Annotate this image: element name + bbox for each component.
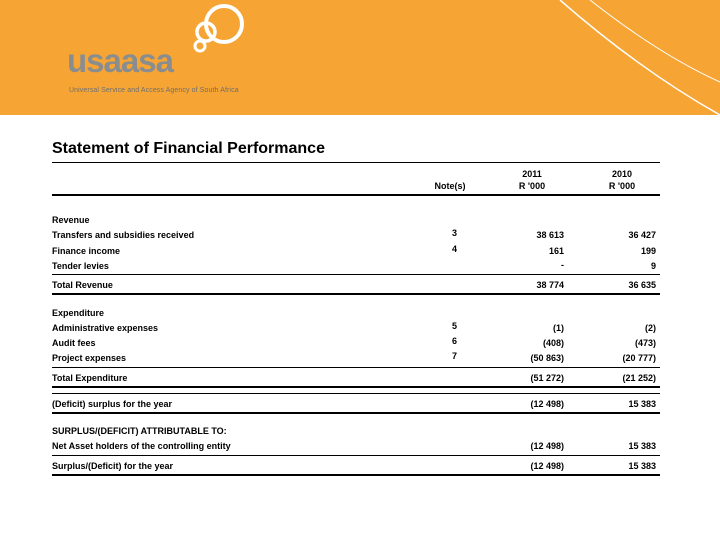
header-notes: Note(s) — [434, 181, 466, 191]
statement-title: Statement of Financial Performance — [52, 140, 325, 157]
attributable-total-2010: 15 383 — [628, 461, 656, 471]
attributable-total-top-rule — [52, 455, 660, 456]
revenue-row-2010: 199 — [640, 246, 656, 256]
expenditure-row-label: Administrative expenses — [52, 323, 159, 333]
header-banner — [0, 0, 720, 115]
revenue-row-note: 4 — [452, 244, 458, 254]
revenue-row-2010: 9 — [650, 261, 656, 271]
total-revenue-label: Total Revenue — [52, 280, 113, 290]
header-2010: 2010 — [611, 169, 633, 179]
attributable-row-2011: (12 498) — [530, 441, 564, 451]
total-expenditure-label: Total Expenditure — [52, 373, 128, 383]
logo-text: usaasa — [67, 42, 173, 79]
total-revenue-2011: 38 774 — [536, 280, 564, 290]
logo-subtitle: Universal Service and Access Agency of South Africa — [69, 87, 239, 94]
expenditure-row-2011: (1) — [553, 323, 564, 333]
result-top-rule — [52, 393, 660, 394]
expenditure-total-bottom-rule — [52, 386, 660, 388]
attributable-total-2011: (12 498) — [530, 461, 564, 471]
attributable-total-label: Surplus/(Deficit) for the year — [52, 461, 174, 471]
revenue-row-2011: 38 613 — [536, 230, 564, 240]
logo-rings-icon — [180, 0, 260, 60]
attributable-row-2010: 15 383 — [628, 441, 656, 451]
expenditure-row-2010: (473) — [634, 338, 656, 348]
expenditure-row-note: 5 — [452, 321, 458, 331]
header-2010-unit: R '000 — [608, 181, 636, 191]
attributable-row-label: Net Asset holders of the controlling entity — [52, 441, 231, 451]
total-expenditure-2011: (51 272) — [530, 373, 564, 383]
revenue-row-2011: 161 — [548, 246, 564, 256]
expenditure-row-label: Audit fees — [52, 338, 96, 348]
header-bottom-rule — [52, 194, 660, 196]
total-expenditure-2010: (21 252) — [622, 373, 656, 383]
header-2011: 2011 — [522, 169, 542, 179]
revenue-total-top-rule — [52, 274, 660, 275]
result-2010: 15 383 — [628, 399, 656, 409]
total-revenue-2010: 36 635 — [628, 280, 656, 290]
header-top-rule — [52, 162, 660, 163]
revenue-total-bottom-rule — [52, 293, 660, 295]
expenditure-row-note: 6 — [452, 336, 458, 346]
revenue-row-2011: - — [561, 260, 564, 270]
revenue-row-2010: 36 427 — [628, 230, 656, 240]
attributable-total-bottom-rule — [52, 474, 660, 476]
result-2011: (12 498) — [530, 399, 564, 409]
expenditure-row-note: 7 — [452, 351, 458, 361]
header-2011-unit: R '000 — [518, 181, 546, 191]
result-bottom-rule — [52, 412, 660, 414]
result-label: (Deficit) surplus for the year — [52, 399, 173, 409]
revenue-row-label: Tender levies — [52, 261, 109, 271]
expenditure-total-top-rule — [52, 367, 660, 368]
revenue-row-note: 3 — [452, 228, 458, 238]
revenue-row-label: Transfers and subsidies received — [52, 230, 195, 240]
expenditure-row-2010: (2) — [645, 323, 656, 333]
expenditure-row-2010: (20 777) — [622, 353, 656, 363]
expenditure-row-2011: (408) — [542, 338, 564, 348]
expenditure-row-label: Project expenses — [52, 353, 127, 363]
expenditure-row-2011: (50 863) — [530, 353, 564, 363]
attributable-heading: SURPLUS/(DEFICIT) ATTRIBUTABLE TO: — [52, 426, 227, 436]
revenue-row-label: Finance income — [52, 246, 121, 256]
expenditure-heading: Expenditure — [52, 308, 105, 318]
revenue-heading: Revenue — [52, 215, 90, 225]
